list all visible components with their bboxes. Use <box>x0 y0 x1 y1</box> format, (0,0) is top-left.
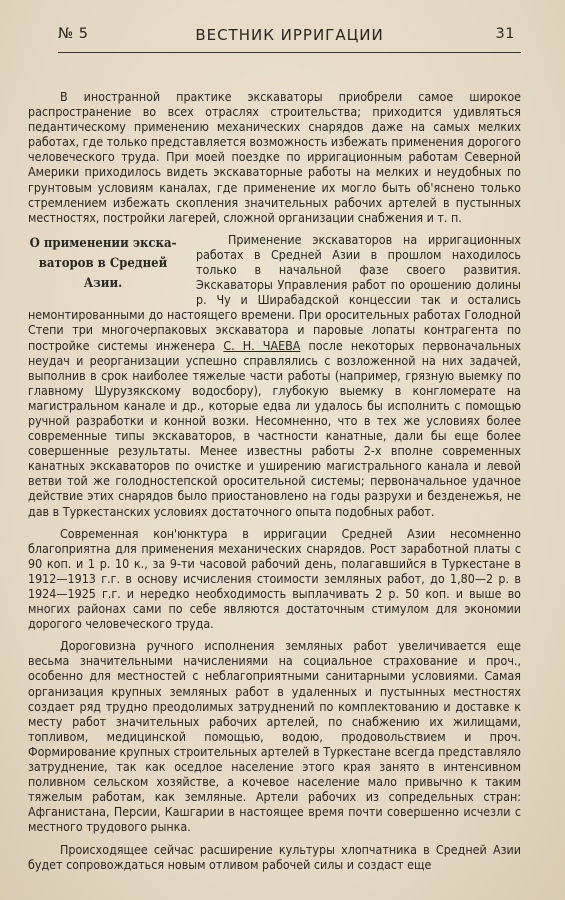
paragraph-2-text-start: Применение экскаваторов на ирригационных работах в Средней Азии в прошлом находилось только в начальной фазе своего развития. Экскаваторы Управления работ по орошению долины р. Чу и Ширабадской концессии так и остались немонтированными до настоящего времени. При оросительных работах Голодной Степи три многочерпаковых экскаватора и паровые лопаты контрагента по постройке системы инженера <box>28 231 521 353</box>
article-body <box>28 89 521 872</box>
side-heading-line: О применении экска- <box>29 235 177 251</box>
paragraph-2-text-end: после некоторых первоначальных неудач и реорганизации успешно справлялись с возложенной на них задачей, выполнив в срок наиболее тяжелые части работы (например, грязную выемку по главному Шурузякскому водосбору), глубокую выемку в конгломерате на магистральном канале и др., которые едва ли удалось бы исполнить с помощью ручной разработки и конной возки. Несомненно, что в тех же условиях более современные типы экскаваторов, в частности канатные, дали бы еще более совершенные результаты. Менее известны работы 2-х вполне современных канатных экскаваторов по очистке и уширению магистрального канала и левой ветви той же голодностепской оросительной системы; первоначальное удачное действие этих снарядов было приостановлено на годы разрухи и безденежья, не дав в Туркестанских условиях достаточного опыта подобных работ. <box>28 337 521 519</box>
page-number: 31 <box>495 26 515 42</box>
paragraph-4: Дороговизна ручного исполнения земляных работ увеличивается еще весьма значительными начислениями на социальное страхование и проч., особенно для местностей с неблагоприятными санитарными условиями. Самая организация крупных земляных работ в удаленных и пустынных местностях создает ряд трудно преодолимых затруднений по комплектованию и доставке к месту работ значительных рабочих артелей, по снабжению их жилищами, топливом, медицинской помощью, водою, продовольствием и проч. Формирование крупных строительных артелей в Туркестане всегда представляло затруднение, так как оседлое население этого края занято в интенсивном поливном сельском хозяйстве, а кочевое население мало привычно к таким тяжелым работам, как земляные. Артели рабочих из сопредельных стран: Афганистана, Персии, Кашгарии в настоящее время почти совершенно исчезли с местного трудового рынка. <box>28 638 521 835</box>
side-heading <box>28 234 178 294</box>
issue-number: № 5 <box>58 26 89 42</box>
side-heading-line: Азии. <box>83 275 123 291</box>
paragraph-3: Современная кон'юнктура в ирригации Средней Азии несомненно благоприятна для применения механических снарядов. Рост заработной платы с 90 коп. и 1 р. 10 к., за 9-ти часовой рабочий день, полагавшийся в Туркестане в 1912—1913 г.г. в основу исчисления стоимости земляных работ, до 1,80—2 р. в 1924—1925 г.г. и нередко необходимость выплачивать 2 р. 50 коп. и выше во многих районах сами по себе являются достаточным стимулом для экономии дорогого человеческого труда. <box>28 525 521 632</box>
side-heading-line: ваторов в Средней <box>38 255 168 271</box>
section-excavators-central-asia <box>28 232 521 519</box>
journal-title: ВЕСТНИК ИРРИГАЦИИ <box>195 26 384 44</box>
paragraph-1: В иностранной практике экскаваторы приобрели самое широкое распространение во всех отраслях строительства; приходится удивляться педантическому применению механических снарядов даже на самых мелких работах, где только представляется возможность избежать применения дорогого человеческого труда. При моей поездке по ирригационным работам Северной Америки приходилось видеть экскаваторные работы на мелких и неудобных по грунтовым условиям каналах, где применение их могло быть об'яснено только стремлением избежать скопления значительных рабочих артелей в пустынных местностях, постройки лагерей, сложной организации снабжения и т. п. <box>28 89 521 225</box>
running-header <box>58 22 521 53</box>
engineer-name: С. Н. ЧАЕВА <box>223 337 301 353</box>
paragraph-5: Происходящее сейчас расширение культуры хлопчатника в Средней Азии будет сопровождаться новым отливом рабочей силы и создаст еще <box>28 841 521 872</box>
